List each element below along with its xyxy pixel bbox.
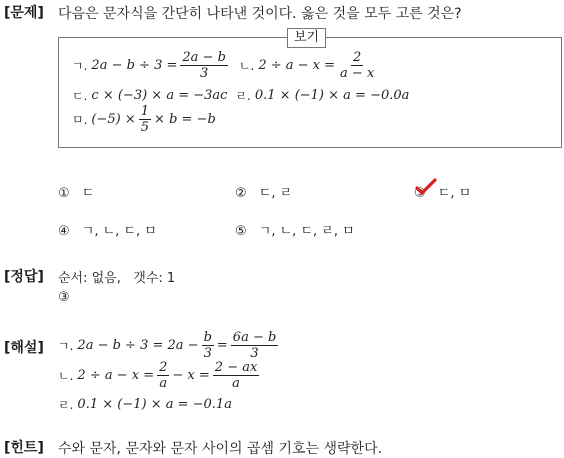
answer-meta: 순서: 없음, 갯수: 1 [58, 271, 176, 286]
fraction-denominator: a [159, 376, 168, 391]
fraction-numerator: 6a − b [232, 330, 277, 345]
hint-text: 수와 문자, 문자와 문자 사이의 곱셈 기호는 생략한다. [58, 441, 383, 457]
fraction-denominator: 5 [140, 120, 150, 135]
choice-4[interactable] [58, 220, 157, 239]
explanation-mark: ㄹ. [58, 398, 74, 412]
choice-text: ㄱ, ㄴ, ㄷ, ㅁ [81, 224, 157, 239]
item-giyeok-fraction [180, 50, 228, 81]
fraction-numerator: 2 [159, 360, 168, 375]
choice-text: ㄱ, ㄴ, ㄷ, ㄹ, ㅁ [258, 224, 355, 239]
choice-number: ④ [58, 224, 70, 239]
item-mark-giyeok: ㄱ. [72, 59, 88, 73]
item-mieum-fraction [139, 104, 151, 135]
explanation-line-2 [58, 360, 262, 391]
bogi-row-3 [72, 104, 216, 135]
explanation-lhs: 2a − b ÷ 3 = 2a − [77, 338, 199, 353]
choice-number: ② [235, 186, 247, 201]
item-mark-mieum: ㅁ. [72, 113, 88, 127]
fraction-numerator: 1 [140, 104, 150, 119]
fraction-denominator: a − x [340, 66, 375, 81]
fraction-numerator: 2a − b [182, 50, 226, 65]
explanation-line-1 [58, 330, 281, 361]
fraction-denominator: 3 [200, 66, 209, 81]
item-nieun-fraction [338, 50, 376, 81]
explanation-mark: ㄱ. [58, 339, 74, 353]
question-text: 다음은 문자식을 간단히 나타낸 것이다. 옳은 것을 모두 고른 것은? [58, 6, 462, 22]
correct-check-icon [415, 178, 437, 196]
explanation-fraction-1 [202, 330, 214, 361]
item-mieum-pre: (−5) × [91, 112, 136, 127]
choice-text: ㄷ, ㅁ [437, 186, 472, 201]
fraction-denominator: 3 [203, 346, 212, 361]
explanation-expr: 0.1 × (−1) × a = −0.1a [77, 397, 232, 412]
choice-text: ㄷ [81, 186, 95, 201]
fraction-denominator: a [232, 376, 240, 391]
choice-5[interactable] [235, 220, 355, 239]
explanation-mark: ㄴ. [58, 369, 74, 383]
item-giyeok-lhs: 2a − b ÷ 3 = [91, 58, 178, 73]
fraction-numerator: b [203, 330, 212, 345]
problem-tag: [문제] [4, 5, 44, 21]
bogi-row-1 [72, 50, 379, 81]
item-rieul-expr: 0.1 × (−1) × a = −0.0a [254, 88, 410, 103]
explanation-eq: − x = [172, 368, 210, 383]
hint-tag: [힌트] [4, 440, 44, 456]
item-mark-nieun: ㄴ. [238, 59, 255, 73]
explanation-fraction-1 [157, 360, 169, 391]
item-nieun-lhs: 2 ÷ a − x = [258, 58, 336, 73]
choice-text: ㄷ, ㄹ [258, 186, 293, 201]
choice-2[interactable] [235, 182, 292, 201]
explanation-fraction-2 [231, 330, 279, 361]
fraction-numerator: 2 [353, 50, 362, 65]
choice-number: ① [58, 186, 70, 201]
item-mark-rieul: ㄹ. [235, 89, 251, 103]
choice-number: ⑤ [235, 224, 247, 239]
item-mark-digeut: ㄷ. [72, 89, 88, 103]
explanation-tag: [해설] [4, 340, 44, 356]
item-digeut-expr: c × (−3) × a = −3ac [91, 88, 228, 103]
explanation-line-3 [58, 396, 232, 413]
explanation-eq: = [216, 338, 228, 353]
answer-tag: [정답] [4, 269, 44, 285]
answer-value: ③ [58, 290, 70, 305]
explanation-lhs: 2 ÷ a − x = [77, 368, 155, 383]
choice-1[interactable] [58, 182, 94, 201]
bogi-row-2 [72, 87, 409, 104]
fraction-denominator: 3 [250, 346, 259, 361]
bogi-title: 보기 [287, 28, 326, 48]
fraction-numerator: 2 − ax [214, 360, 258, 375]
explanation-fraction-2 [213, 360, 260, 391]
choice-number: ③ [414, 186, 426, 201]
item-mieum-post: × b = −b [154, 112, 216, 127]
